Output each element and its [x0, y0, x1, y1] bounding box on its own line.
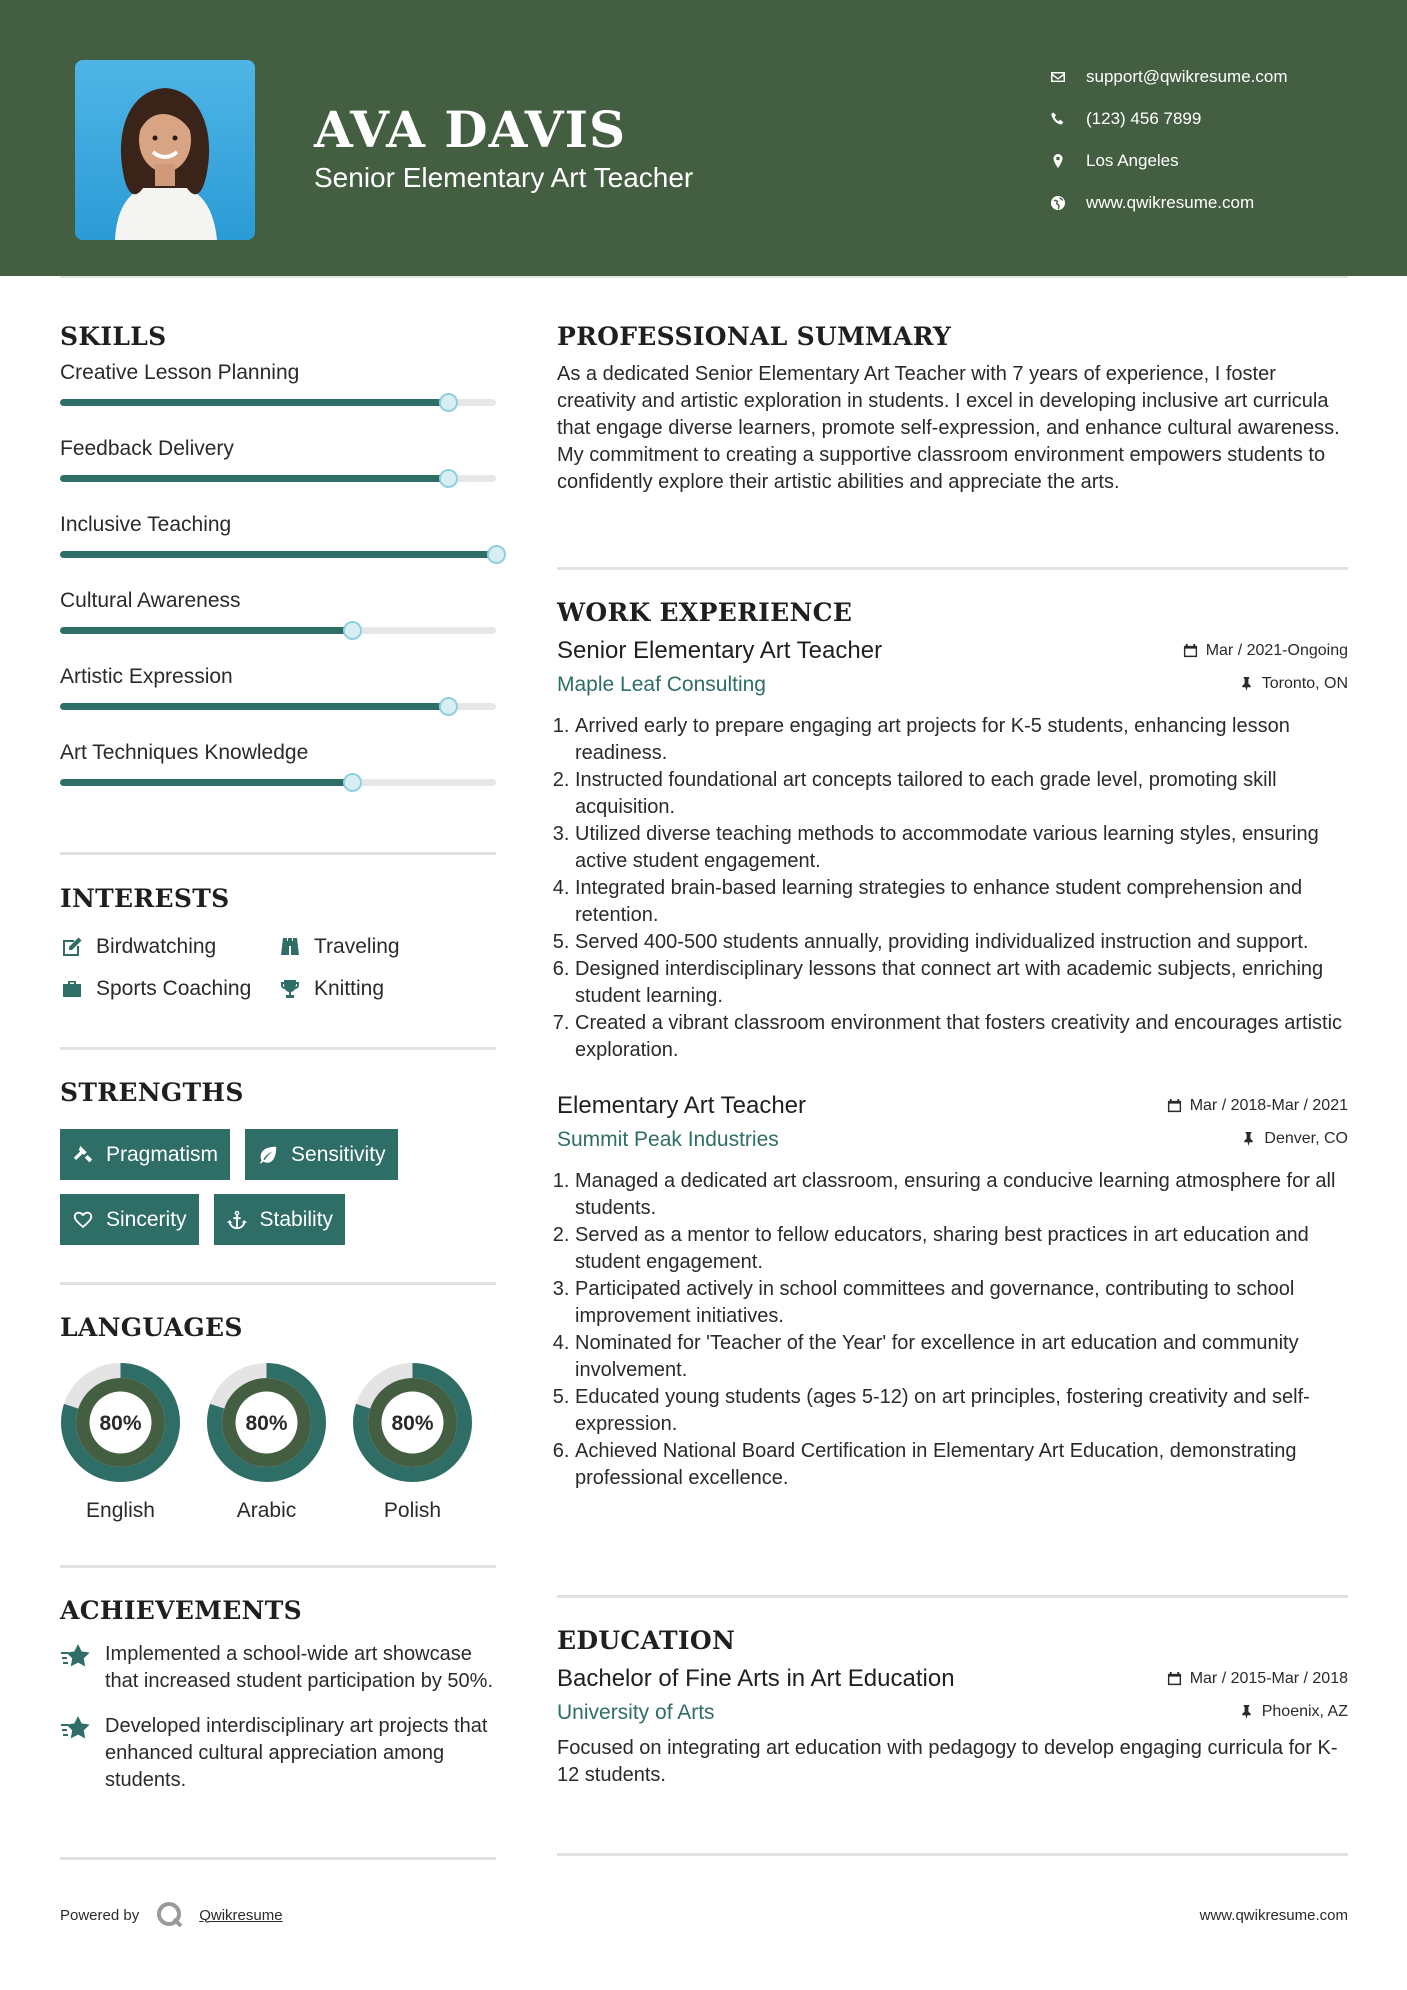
interests-heading: INTERESTS [60, 884, 230, 913]
map-pin-icon [1050, 153, 1086, 169]
job-bullet: 3. Utilized diverse teaching methods to accommodate various learning styles, ensuring active student engagement. [575, 821, 1348, 875]
language-item [60, 1362, 181, 1523]
strength-label: Stability [259, 1207, 334, 1231]
achievement-item [60, 1641, 496, 1695]
skill-bar-track [60, 703, 496, 710]
achievement-text: Developed interdisciplinary art projects that enhanced cultural appreciation among students. [105, 1715, 488, 1791]
interest-item [60, 977, 278, 1001]
job-sub-row [557, 1128, 1348, 1152]
skill-bar-fill [60, 627, 352, 634]
languages-list [60, 1362, 496, 1523]
job-dates [1183, 642, 1348, 660]
strength-label: Sensitivity [291, 1142, 386, 1166]
strength-label: Pragmatism [106, 1142, 219, 1166]
phone-icon [1050, 111, 1086, 127]
language-percent: 80% [99, 1412, 142, 1435]
strength-tag [60, 1194, 199, 1245]
skill-bar-knob [487, 545, 506, 564]
job-title: Senior Elementary Art Teacher [557, 637, 883, 664]
strengths-heading: STRENGTHS [60, 1078, 244, 1107]
strength-tag [214, 1194, 346, 1245]
language-ring [60, 1362, 181, 1483]
footer-powered-by [60, 1900, 283, 1930]
header [0, 0, 1407, 276]
strengths-list [60, 1129, 496, 1245]
language-name: Arabic [236, 1499, 297, 1522]
calendar-icon [1183, 643, 1198, 658]
language-percent: 80% [245, 1412, 288, 1435]
globe-icon [1050, 195, 1086, 211]
skill-bar-track [60, 475, 496, 482]
school-name: University of Arts [557, 1701, 715, 1724]
skill-label: Art Techniques Knowledge [60, 741, 309, 764]
star-achievement-icon [60, 1715, 90, 1743]
section-divider [60, 1282, 496, 1285]
section-divider [60, 852, 496, 855]
education-dates-text: Mar / 2015-Mar / 2018 [1189, 1669, 1348, 1687]
skill-bar-fill [60, 399, 448, 406]
languages-heading: LANGUAGES [60, 1313, 243, 1342]
achievements-heading: ACHIEVEMENTS [60, 1596, 302, 1625]
skill-bar-track [60, 627, 496, 634]
job-bullet: 1. Arrived early to prepare engaging art projects for K-5 students, enhancing lesson readiness. [575, 713, 1348, 767]
job-header-row [557, 1092, 1348, 1120]
skill-bar-track [60, 779, 496, 786]
candidate-name: AVA DAVIS [314, 100, 627, 159]
achievement-item [60, 1713, 496, 1794]
summary-heading: PROFESSIONAL SUMMARY [557, 322, 952, 351]
job-location-text: Denver, CO [1264, 1129, 1348, 1147]
calendar-icon [1167, 1098, 1182, 1113]
interest-label: Sports Coaching [96, 977, 252, 1000]
job-bullet: 5. Served 400-500 students annually, providing individualized instruction and support. [575, 929, 1348, 956]
skill-bar-knob [343, 773, 362, 792]
job-entry [557, 637, 1348, 1064]
language-name: Polish [383, 1499, 442, 1522]
skill-bar-track [60, 399, 496, 406]
language-ring [206, 1362, 327, 1483]
contact-website-text: www.qwikresume.com [1086, 193, 1255, 212]
experience-heading: WORK EXPERIENCE [557, 598, 853, 627]
skill-bar-fill [60, 703, 448, 710]
skill-label: Cultural Awareness [60, 589, 241, 612]
education-header-row [557, 1665, 1348, 1693]
achievements-list [60, 1641, 496, 1794]
education-text: Focused on integrating art education with pedagogy to develop engaging curricula for K-12 students. [557, 1737, 1338, 1786]
job-bullet: 5. Educated young students (ages 5-12) on art principles, fostering creativity and self-expression. [575, 1384, 1348, 1438]
footer-website[interactable]: www.qwikresume.com [1199, 1907, 1348, 1924]
achievement-text: Implemented a school-wide art showcase that increased student participation by 50%. [105, 1643, 494, 1692]
skill-item [60, 437, 496, 513]
job-bullet: 2. Served as a mentor to fellow educators, sharing best practices in art education and student engagement. [575, 1222, 1348, 1276]
job-dates [1167, 1097, 1348, 1115]
skill-bar-knob [439, 393, 458, 412]
job-sub-row [557, 673, 1348, 697]
language-name: English [86, 1499, 155, 1522]
pushpin-icon [1239, 676, 1254, 691]
education-sub-row [557, 1701, 1348, 1725]
language-ring [352, 1362, 473, 1483]
skill-label: Artistic Expression [60, 665, 233, 688]
skill-label: Feedback Delivery [60, 437, 234, 460]
skill-item [60, 741, 496, 817]
contact-email-text: support@qwikresume.com [1086, 67, 1288, 86]
section-divider [60, 1565, 496, 1568]
summary-text: As a dedicated Senior Elementary Art Teacher with 7 years of experience, I foster creativity and artistic exploration in students. I excel in developing inclusive art curricula that engage diverse learners, promote self-expression, and enhance cultural awareness. My commitment to creating a supportive classroom environment empowers students to confidently explore their artistic abilities and appreciate the arts. [557, 363, 1340, 493]
job-bullet: 2. Instructed foundational art concepts tailored to each grade level, promoting skill acquisition. [575, 767, 1348, 821]
anchor-icon [226, 1209, 248, 1231]
binoculars-icon [278, 935, 302, 959]
job-bullet: 7. Created a vibrant classroom environment that fosters creativity and encourages artistic exploration. [575, 1010, 1348, 1064]
job-title: Elementary Art Teacher [557, 1092, 807, 1119]
job-location [1241, 1130, 1348, 1148]
powered-by-label: Powered by [60, 1906, 140, 1924]
heart-icon [72, 1209, 94, 1231]
strength-tag [60, 1129, 230, 1180]
education-heading: EDUCATION [557, 1626, 736, 1655]
contact-email[interactable] [1050, 56, 1288, 98]
contact-location [1050, 140, 1288, 182]
skill-item [60, 589, 496, 665]
interest-item [278, 977, 496, 1001]
edit-icon [60, 935, 84, 959]
job-bullet: 6. Designed interdisciplinary lessons that connect art with academic subjects, enriching student learning. [575, 956, 1348, 1010]
skill-bar-knob [343, 621, 362, 640]
profile-photo-illustration [75, 60, 255, 240]
interest-label: Birdwatching [96, 935, 217, 958]
skills-section [60, 322, 496, 817]
job-bullets [557, 1168, 1348, 1492]
contact-phone-text: (123) 456 7899 [1086, 109, 1202, 128]
languages-section [60, 1313, 496, 1523]
contact-phone[interactable] [1050, 98, 1288, 140]
skill-bar-track [60, 551, 496, 558]
skill-item [60, 361, 496, 437]
job-dates-text: Mar / 2018-Mar / 2021 [1189, 1096, 1348, 1114]
calendar-icon [1167, 1671, 1182, 1686]
job-bullet: 4. Integrated brain-based learning strategies to enhance student comprehension and retention. [575, 875, 1348, 929]
job-entry [557, 1092, 1348, 1492]
job-dates-text: Mar / 2021-Ongoing [1205, 641, 1348, 659]
job-bullet: 4. Nominated for 'Teacher of the Year' for excellence in art education and community involvement. [575, 1330, 1348, 1384]
job-location-text: Toronto, ON [1261, 674, 1348, 692]
job-bullet: 3. Participated actively in school committees and governance, contributing to school improvement initiatives. [575, 1276, 1348, 1330]
skill-bar-fill [60, 779, 352, 786]
interest-item [60, 935, 278, 959]
section-divider [557, 567, 1348, 570]
interests-list [60, 935, 496, 1001]
header-divider [60, 276, 1348, 278]
language-item [352, 1362, 473, 1523]
strength-tag [245, 1129, 398, 1180]
education-location-text: Phoenix, AZ [1261, 1702, 1348, 1720]
interest-item [278, 935, 496, 959]
contact-website[interactable] [1050, 182, 1288, 224]
interest-label: Traveling [314, 935, 400, 958]
job-location [1239, 675, 1348, 693]
job-header-row [557, 637, 1348, 665]
gavel-icon [72, 1144, 94, 1166]
section-divider [60, 1857, 496, 1860]
language-percent: 80% [391, 1412, 434, 1435]
skill-label: Creative Lesson Planning [60, 361, 300, 384]
section-divider [557, 1853, 1348, 1856]
achievements-section [60, 1596, 496, 1794]
pushpin-icon [1239, 1704, 1254, 1719]
job-bullet: 6. Achieved National Board Certification in Elementary Art Education, demonstrating professional excellence. [575, 1438, 1348, 1492]
strength-label: Sincerity [106, 1207, 187, 1231]
company-name: Maple Leaf Consulting [557, 673, 766, 696]
leaf-icon [257, 1144, 279, 1166]
skills-heading: SKILLS [60, 322, 167, 351]
trophy-icon [278, 977, 302, 1001]
language-item [206, 1362, 327, 1523]
skill-bar-fill [60, 475, 448, 482]
qwikresume-link[interactable]: Qwikresume [199, 1906, 283, 1924]
education-dates [1167, 1670, 1348, 1688]
job-bullets [557, 713, 1348, 1064]
section-divider [60, 1047, 496, 1050]
profile-photo [75, 60, 255, 240]
education-location [1239, 1703, 1348, 1721]
strengths-section [60, 1078, 496, 1245]
interest-label: Knitting [314, 977, 385, 1000]
skill-bar-fill [60, 551, 496, 558]
skill-label: Inclusive Teaching [60, 513, 232, 536]
degree-title: Bachelor of Fine Arts in Art Education [557, 1665, 955, 1692]
qwikresume-logo-icon [155, 1900, 185, 1930]
contact-list [1050, 56, 1288, 224]
briefcase-icon [60, 977, 84, 1001]
envelope-icon [1050, 69, 1086, 85]
interests-section [60, 884, 496, 1001]
pushpin-icon [1241, 1131, 1256, 1146]
experience-section [557, 598, 1348, 1492]
summary-section [557, 322, 1348, 496]
job-bullet: 1. Managed a dedicated art classroom, ensuring a conducive learning atmosphere for all students. [575, 1168, 1348, 1222]
star-achievement-icon [60, 1643, 90, 1671]
skill-bar-knob [439, 697, 458, 716]
skill-bar-knob [439, 469, 458, 488]
candidate-title: Senior Elementary Art Teacher [314, 162, 694, 193]
skill-item [60, 665, 496, 741]
company-name: Summit Peak Industries [557, 1128, 779, 1151]
section-divider [557, 1595, 1348, 1598]
education-section [557, 1626, 1348, 1789]
contact-location-text: Los Angeles [1086, 151, 1179, 170]
skills-list [60, 361, 496, 817]
skill-item [60, 513, 496, 589]
